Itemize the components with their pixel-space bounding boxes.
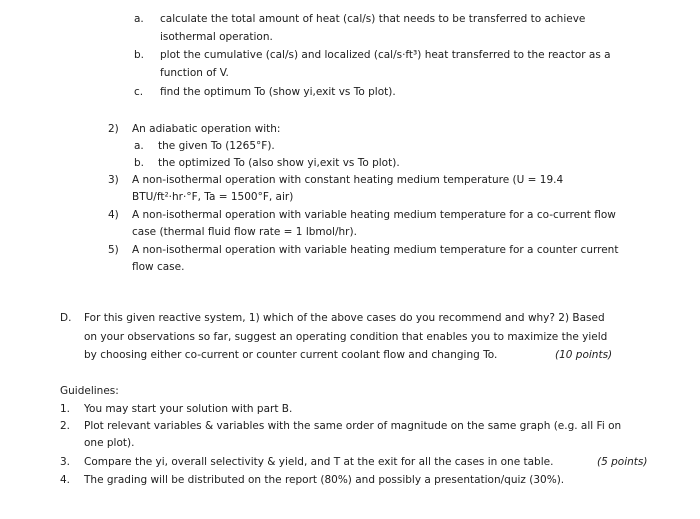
item-marker: a. xyxy=(134,140,144,152)
item-marker: D. xyxy=(60,312,72,324)
guidelines-title: Guidelines: xyxy=(60,385,119,397)
list-item-text: Compare the yi, overall selectivity & yield, and T at the exit for all the cases in one table. xyxy=(84,456,554,468)
question-text: For this given reactive system, 1) which of the above cases do you recommend and why? 2) Based xyxy=(84,312,605,324)
list-item-text: An adiabatic operation with: xyxy=(132,123,281,135)
list-item-text: one plot). xyxy=(84,437,135,449)
item-marker: 2. xyxy=(60,420,71,432)
item-marker: 4. xyxy=(60,474,71,486)
list-item-text: isothermal operation. xyxy=(160,31,273,43)
list-item-text: case (thermal fluid flow rate = 1 lbmol/hr). xyxy=(132,226,357,238)
points-label: (5 points) xyxy=(597,456,648,468)
item-marker: b. xyxy=(134,157,145,169)
list-item-text: You may start your solution with part B. xyxy=(84,403,293,415)
item-marker: 3) xyxy=(108,174,119,186)
list-item-text: flow case. xyxy=(132,261,185,273)
item-marker: c. xyxy=(134,86,144,98)
question-text: by choosing either co-current or counter current coolant flow and changing To. xyxy=(84,349,498,361)
list-item-text: BTU/ft²·hr·°F, Ta = 1500°F, air) xyxy=(132,191,294,203)
item-marker: a. xyxy=(134,13,144,25)
list-item-text: plot the cumulative (cal/s) and localized (cal/s·ft³) heat transferred to the reactor as a xyxy=(160,49,611,61)
list-item-text: calculate the total amount of heat (cal/s) that needs to be transferred to achieve xyxy=(160,13,586,25)
item-marker: 2) xyxy=(108,123,119,135)
item-marker: b. xyxy=(134,49,145,61)
points-label: (10 points) xyxy=(555,349,613,361)
list-item-text: the optimized To (also show yi,exit vs To plot). xyxy=(158,157,400,169)
item-marker: 5) xyxy=(108,244,119,256)
item-marker: 3. xyxy=(60,456,71,468)
question-text: on your observations so far, suggest an operating condition that enables you to maximize the yield xyxy=(84,331,608,343)
list-item-text: find the optimum To (show yi,exit vs To plot). xyxy=(160,86,396,98)
item-marker: 1. xyxy=(60,403,71,415)
list-item-text: A non-isothermal operation with constant heating medium temperature (U = 19.4 xyxy=(132,174,564,186)
list-item-text: The grading will be distributed on the report (80%) and possibly a presentation/quiz (30%). xyxy=(84,474,565,486)
list-item-text: function of V. xyxy=(160,67,229,79)
list-item xyxy=(134,12,144,26)
list-item-text: A non-isothermal operation with variable heating medium temperature for a counter current xyxy=(132,244,619,256)
list-item-text: the given To (1265°F). xyxy=(158,140,275,152)
item-marker: 4) xyxy=(108,209,119,221)
list-item-text: A non-isothermal operation with variable heating medium temperature for a co-current flow xyxy=(132,209,616,221)
list-item-text: Plot relevant variables & variables with the same order of magnitude on the same graph (e.g. all Fi on xyxy=(84,420,622,432)
